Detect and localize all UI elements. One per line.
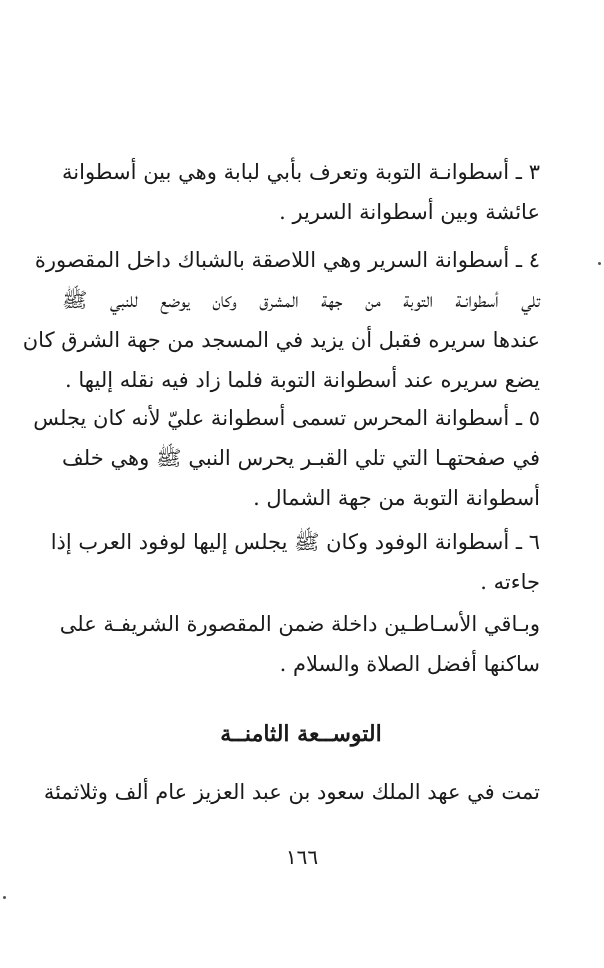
text-line: ٦ ـ أسطوانة الوفود وكان ﷺ يجلس إليها لوفود العرب إذا	[50, 530, 540, 554]
text-line: تمت في عهد الملك سعود بن عبد العزيز عام ألف وثلاثمئة	[43, 780, 540, 804]
text-line: وبـاقي الأسـاطـين داخلة ضمن المقصورة الشريفـة على	[59, 612, 540, 636]
paragraph-item-6	[50, 522, 540, 602]
text-line: في صفحتهـا التي تلي القبـر يحرس النبي ﷺ وهي خلف	[62, 446, 540, 470]
text-line: جاءته .	[480, 570, 540, 594]
text-line: تلي أسطوانـة التوبة من جهة المشرق وكان يوضع للنبي ﷺ	[62, 288, 540, 312]
text-line: يضع سريره عند أسطوانة التوبة فلما زاد فيه نقله إليها .	[65, 368, 540, 392]
text-line: ٤ ـ أسطوانة السرير وهي اللاصقة بالشباك داخل المقصورة	[34, 248, 540, 272]
page-number: ١٦٦	[285, 845, 319, 869]
text-line: عائشة وبين أسطوانة السرير .	[279, 200, 540, 224]
paragraph-item-5	[33, 398, 540, 518]
text-line: أسطوانة التوبة من جهة الشمال .	[253, 486, 540, 510]
section-heading: التوســعة الثامنــة	[220, 721, 382, 747]
text-line: ٣ ـ أسطوانـة التوبة وتعرف بأبي لبابة وهي بين أسطوانة	[62, 160, 540, 184]
scan-speck	[598, 262, 601, 265]
closing-paragraph	[43, 772, 540, 812]
paragraph-item-3	[62, 152, 540, 232]
text-line: ٥ ـ أسطوانة المحرس تسمى أسطوانة عليّ لأنه كان يجلس	[33, 406, 540, 430]
scan-speck	[3, 896, 6, 899]
paragraph-item-4	[22, 240, 540, 400]
paragraph-remaining-columns	[59, 604, 540, 684]
text-line: ساكنها أفضل الصلاة والسلام .	[279, 652, 540, 676]
text-line: عندها سريره فقبل أن يزيد في المسجد من جهة الشرق كان	[22, 328, 540, 352]
